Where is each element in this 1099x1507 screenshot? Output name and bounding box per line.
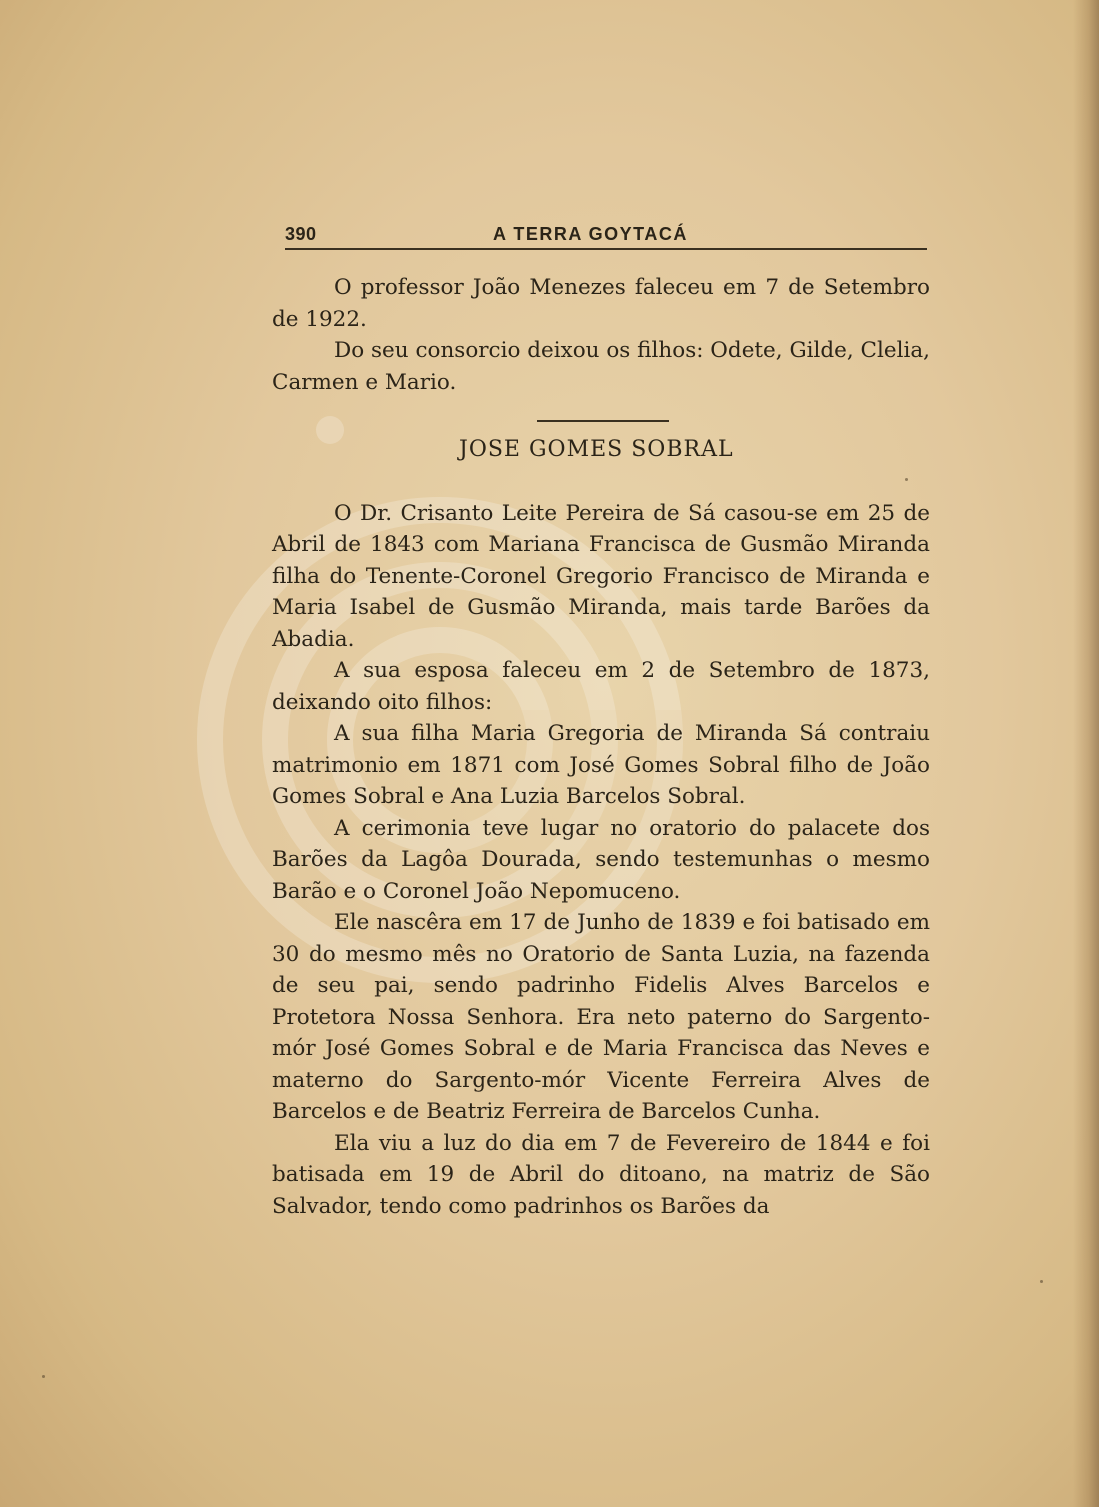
page-number: 390 — [285, 224, 317, 244]
paragraph: O professor João Menezes faleceu em 7 de Setembro de 1922. — [272, 275, 930, 332]
running-title: A TERRA GOYTACÁ — [493, 224, 688, 244]
section-divider — [537, 420, 669, 422]
paragraph: A cerimonia teve lugar no oratorio do palacete dos Barões da Lagôa Dourada, sendo testemunhas o mesmo Barão e o Coronel João Nepomuceno. — [272, 815, 930, 904]
section-title: JOSE GOMES SOBRAL — [459, 437, 734, 462]
paper-speck — [905, 478, 908, 481]
paragraph: Do seu consorcio deixou os filhos: Odete, Gilde, Clelia, Carmen e Mario. — [272, 338, 930, 395]
page-header — [285, 222, 927, 250]
paper-speck — [42, 1375, 45, 1378]
paragraph: A sua filha Maria Gregoria de Miranda Sá contraiu matrimonio em 1871 com José Gomes Sobral filho de João Gomes Sobral e Ana Luzia Barcelos Sobral. — [272, 721, 930, 809]
paper-speck — [1040, 1280, 1043, 1283]
page-edge-shadow — [1073, 0, 1099, 1507]
paragraph: Ele nascêra em 17 de Junho de 1839 e foi batisado em 30 do mesmo mês no Oratorio de Santa Luzia, na fazenda de seu pai, sendo padrinho Fidelis Alves Barcelos e Protetora Nossa Senhora. Era neto paterno do Sargento-mór José Gomes Sobral e de Maria Francisca das Neves e materno do Sargento-mór Vicente Ferreira Alves de Barcelos e de Beatriz Ferreira de Barcelos Cunha. — [272, 910, 930, 1124]
paragraph: O Dr. Crisanto Leite Pereira de Sá casou-se em 25 de Abril de 1843 com Mariana Francisca de Gusmão Miranda filha do Tenente-Coronel Gregorio Francisco de Miranda e Maria Isabel de Gusmão Miranda, mais tarde Barões da Abadia. — [272, 500, 930, 652]
paragraph: A sua esposa faleceu em 2 de Setembro de 1873, deixando oito filhos: — [272, 658, 930, 715]
body-text — [272, 272, 930, 1222]
paragraph: Ela viu a luz do dia em 7 de Fevereiro de 1844 e foi batisada em 19 de Abril do ditoano, na matriz de São Salvador, tendo como padrinhos os Barões da — [272, 1130, 930, 1219]
